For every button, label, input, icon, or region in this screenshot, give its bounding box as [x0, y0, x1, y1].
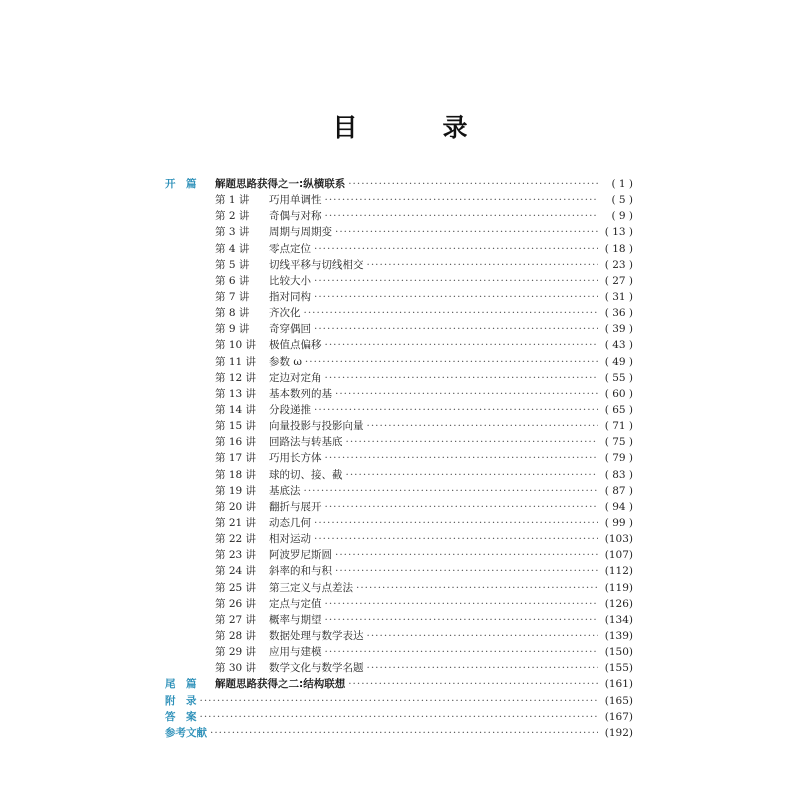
- toc-lecture-row[interactable]: [165, 257, 633, 273]
- lecture-title: 参数 ω: [269, 355, 302, 368]
- page-number: ( 75 ): [604, 436, 633, 449]
- lecture-title: 分段递推: [269, 404, 311, 417]
- lecture-number: 第 23 讲: [215, 549, 257, 562]
- leader-dots: [325, 499, 599, 515]
- leader-dots: [200, 709, 599, 725]
- lecture-title: 指对同构: [269, 291, 311, 304]
- leader-dots: [325, 612, 599, 628]
- leader-dots: [325, 450, 599, 466]
- page-number: ( 31 ): [604, 291, 633, 304]
- lecture-title: 向量投影与投影向量: [269, 420, 364, 433]
- page-number: (150): [604, 646, 633, 659]
- lecture-number: 第 20 讲: [215, 500, 257, 513]
- leader-dots: [304, 483, 599, 499]
- lecture-title: 数据处理与数学表达: [269, 630, 364, 642]
- leader-dots: [346, 434, 599, 450]
- toc-lecture-row[interactable]: [165, 628, 633, 644]
- page-number: (139): [604, 630, 633, 642]
- page-number: (112): [604, 565, 633, 578]
- toc-lecture-row[interactable]: [165, 402, 633, 418]
- page-number: (161): [604, 678, 633, 691]
- leader-dots: [335, 224, 598, 240]
- toc-lecture-row[interactable]: [165, 192, 633, 208]
- lecture-title: 概率与期望: [269, 613, 322, 626]
- lecture-number: 第 15 讲: [215, 420, 257, 433]
- leader-dots: [305, 354, 598, 370]
- lecture-number: 第 18 讲: [215, 468, 257, 481]
- lecture-number: 第 21 讲: [215, 517, 257, 530]
- leader-dots: [325, 370, 599, 386]
- leader-dots: [367, 418, 599, 434]
- toc-lecture-row[interactable]: [165, 612, 633, 628]
- page-number: (165): [604, 694, 633, 707]
- page-title: 目 录: [332, 113, 498, 142]
- lecture-title: 球的切、接、截: [269, 468, 343, 481]
- lecture-number: 第 14 讲: [215, 404, 257, 417]
- toc-lecture-row[interactable]: [165, 660, 633, 676]
- page-number: (134): [604, 613, 633, 626]
- toc-lecture-row[interactable]: [165, 418, 633, 434]
- page-number: ( 27 ): [604, 274, 633, 287]
- toc-lecture-row[interactable]: [165, 370, 633, 386]
- page-number: (107): [604, 549, 633, 562]
- leader-dots: [335, 547, 598, 563]
- lecture-title: 比较大小: [269, 274, 311, 287]
- lecture-title: 基底法: [269, 484, 301, 497]
- lecture-title: 切线平移与切线相交: [269, 258, 364, 271]
- lecture-number: 第 4 讲: [215, 242, 250, 255]
- toc-lecture-row[interactable]: [165, 434, 633, 450]
- toc-lecture-row[interactable]: [165, 499, 633, 515]
- lecture-title: 奇穿偶回: [269, 323, 311, 336]
- toc-lecture-row[interactable]: [165, 644, 633, 660]
- lecture-title: 巧用单调性: [269, 194, 322, 207]
- page-number: ( 13 ): [604, 226, 633, 239]
- leader-dots: [314, 531, 598, 547]
- lecture-title: 动态几何: [269, 517, 311, 530]
- toc-lecture-row[interactable]: [165, 547, 633, 563]
- section-label: 开 篇: [165, 178, 197, 191]
- table-of-contents: [165, 176, 633, 741]
- toc-lecture-row[interactable]: [165, 241, 633, 257]
- section-label: 尾 篇: [165, 678, 197, 691]
- leader-dots: [304, 305, 599, 321]
- leader-dots: [314, 515, 598, 531]
- toc-section-row[interactable]: [165, 676, 633, 692]
- lecture-number: 第 16 讲: [215, 436, 257, 449]
- lecture-title: 基本数列的基: [269, 387, 332, 400]
- lecture-title: 零点定位: [269, 242, 311, 255]
- lecture-title: 回路法与转基底: [269, 436, 343, 449]
- lecture-number: 第 11 讲: [215, 355, 257, 368]
- toc-lecture-row[interactable]: [165, 483, 633, 499]
- lecture-number: 第 9 讲: [215, 323, 250, 336]
- lecture-number: 第 25 讲: [215, 581, 257, 594]
- page-number: ( 9 ): [611, 210, 633, 223]
- toc-lecture-row[interactable]: [165, 354, 633, 370]
- page-number: (119): [604, 581, 633, 594]
- page-number: ( 79 ): [604, 452, 633, 465]
- page-number: ( 39 ): [604, 323, 633, 336]
- leader-dots: [325, 337, 599, 353]
- lecture-title: 斜率的和与积: [269, 565, 332, 578]
- toc-section-row[interactable]: [165, 693, 633, 709]
- lecture-title: 数学文化与数学名题: [269, 662, 364, 675]
- leader-dots: [314, 241, 598, 257]
- page-number: (155): [604, 662, 633, 675]
- page-number: ( 99 ): [604, 517, 633, 530]
- lecture-number: 第 13 讲: [215, 387, 257, 400]
- leader-dots: [325, 596, 599, 612]
- lecture-number: 第 22 讲: [215, 533, 257, 546]
- page-number: ( 71 ): [604, 420, 633, 433]
- toc-lecture-row[interactable]: [165, 515, 633, 531]
- page-number: (126): [604, 597, 633, 610]
- lecture-title: 周期与周期变: [269, 226, 332, 239]
- lecture-number: 第 27 讲: [215, 613, 257, 626]
- toc-lecture-row[interactable]: [165, 596, 633, 612]
- leader-dots: [346, 467, 599, 483]
- leader-dots: [367, 628, 599, 644]
- toc-lecture-row[interactable]: [165, 273, 633, 289]
- page-number: ( 5 ): [611, 194, 633, 207]
- page-number: ( 49 ): [604, 355, 633, 368]
- page-number: (192): [604, 726, 633, 739]
- lecture-title: 巧用长方体: [269, 452, 322, 465]
- page-number: (103): [604, 533, 633, 546]
- page-number: ( 23 ): [604, 258, 633, 271]
- leader-dots: [314, 273, 598, 289]
- leader-dots: [348, 676, 598, 692]
- lecture-number: 第 12 讲: [215, 371, 257, 384]
- section-title: 解题思路获得之二:结构联想: [215, 678, 346, 691]
- lecture-title: 齐次化: [269, 307, 301, 320]
- toc-section-row[interactable]: [165, 176, 633, 192]
- section-label: 答 案: [165, 710, 197, 723]
- page-number: (167): [604, 710, 633, 723]
- toc-lecture-row[interactable]: [165, 563, 633, 579]
- section-label: 附 录: [165, 694, 197, 707]
- lecture-title: 相对运动: [269, 533, 311, 546]
- lecture-title: 翻折与展开: [269, 500, 322, 513]
- lecture-number: 第 24 讲: [215, 565, 257, 578]
- lecture-number: 第 7 讲: [215, 291, 250, 304]
- leader-dots: [210, 725, 598, 741]
- lecture-title: 定点与定值: [269, 597, 322, 610]
- lecture-title: 应用与建模: [269, 646, 322, 659]
- lecture-number: 第 3 讲: [215, 226, 250, 239]
- lecture-title: 第三定义与点差法: [269, 581, 353, 594]
- lecture-title: 奇偶与对称: [269, 210, 322, 223]
- leader-dots: [325, 644, 599, 660]
- leader-dots: [314, 321, 598, 337]
- leader-dots: [200, 693, 599, 709]
- page-number: ( 18 ): [604, 242, 633, 255]
- leader-dots: [356, 580, 598, 596]
- toc-lecture-row[interactable]: [165, 224, 633, 240]
- lecture-number: 第 1 讲: [215, 194, 250, 207]
- lecture-number: 第 5 讲: [215, 258, 250, 271]
- lecture-number: 第 30 讲: [215, 662, 257, 675]
- lecture-number: 第 10 讲: [215, 339, 257, 352]
- toc-lecture-row[interactable]: [165, 450, 633, 466]
- toc-lecture-row[interactable]: [165, 386, 633, 402]
- lecture-title: 极值点偏移: [269, 339, 322, 352]
- toc-lecture-row[interactable]: [165, 531, 633, 547]
- leader-dots: [335, 563, 598, 579]
- lecture-number: 第 2 讲: [215, 210, 250, 223]
- lecture-number: 第 6 讲: [215, 274, 250, 287]
- leader-dots: [367, 660, 599, 676]
- page-number: ( 43 ): [604, 339, 633, 352]
- toc-lecture-row[interactable]: [165, 580, 633, 596]
- page-number: ( 87 ): [604, 484, 633, 497]
- lecture-number: 第 28 讲: [215, 630, 257, 642]
- leader-dots: [314, 289, 598, 305]
- page-number: ( 55 ): [604, 371, 633, 384]
- toc-lecture-row[interactable]: [165, 289, 633, 305]
- page-number: ( 36 ): [604, 307, 633, 320]
- section-title: 解题思路获得之一:纵横联系: [215, 178, 346, 191]
- lecture-title: 阿波罗尼斯圆: [269, 549, 332, 562]
- leader-dots: [325, 208, 599, 224]
- leader-dots: [367, 257, 599, 273]
- lecture-number: 第 26 讲: [215, 597, 257, 610]
- leader-dots: [325, 192, 599, 208]
- toc-lecture-row[interactable]: [165, 467, 633, 483]
- page-number: ( 60 ): [604, 387, 633, 400]
- lecture-number: 第 19 讲: [215, 484, 257, 497]
- toc-lecture-row[interactable]: [165, 208, 633, 224]
- leader-dots: [314, 402, 598, 418]
- section-label: 参考文献: [165, 726, 207, 739]
- lecture-title: 定边对定角: [269, 371, 322, 384]
- page-number: ( 65 ): [604, 404, 633, 417]
- leader-dots: [348, 176, 598, 192]
- toc-lecture-row[interactable]: [165, 337, 633, 353]
- toc-section-row[interactable]: [165, 725, 633, 741]
- lecture-number: 第 17 讲: [215, 452, 257, 465]
- page-number: ( 83 ): [604, 468, 633, 481]
- toc-lecture-row[interactable]: [165, 305, 633, 321]
- toc-section-row[interactable]: [165, 709, 633, 725]
- leader-dots: [335, 386, 598, 402]
- toc-lecture-row[interactable]: [165, 321, 633, 337]
- lecture-number: 第 29 讲: [215, 646, 257, 659]
- lecture-number: 第 8 讲: [215, 307, 250, 320]
- page-number: ( 94 ): [604, 500, 633, 513]
- page-number: ( 1 ): [611, 178, 633, 191]
